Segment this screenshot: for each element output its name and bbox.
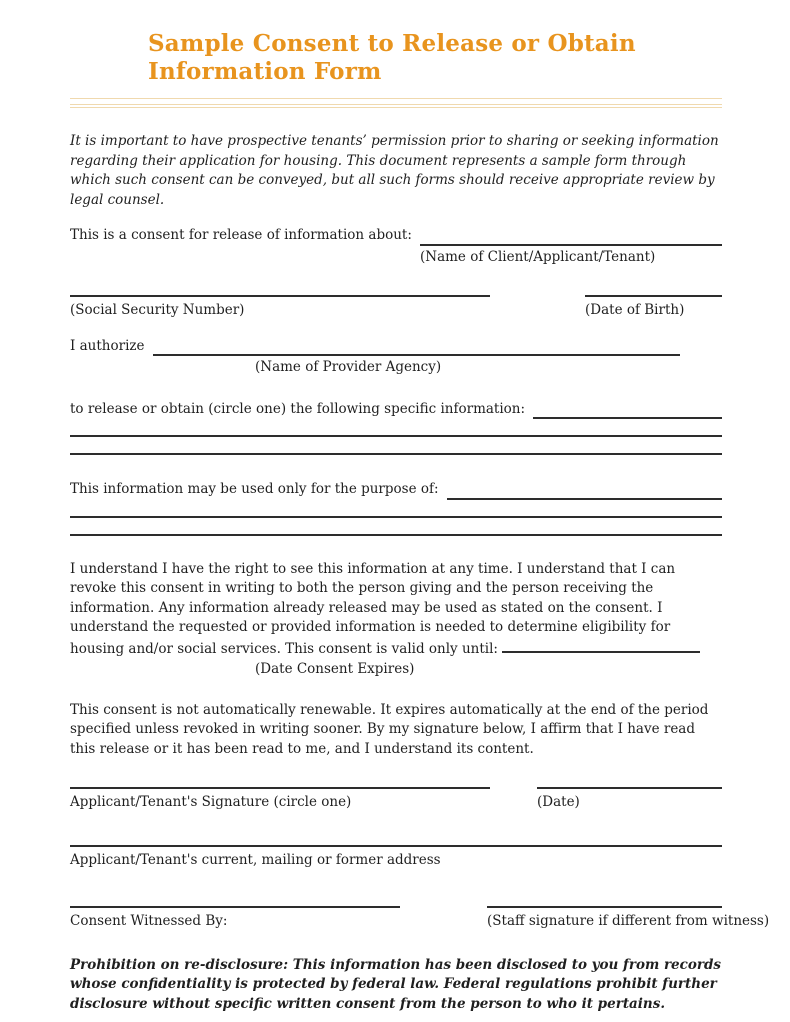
page-title-line1: Sample Consent to Release or Obtain <box>148 30 636 57</box>
ssn-dob-row <box>70 293 722 321</box>
witness-label: Consent Witnessed By: <box>70 913 228 929</box>
divider-rule-bottom <box>70 107 722 108</box>
page-title <box>148 30 722 86</box>
date-line[interactable] <box>537 785 722 789</box>
specific-info-line-2[interactable] <box>70 435 722 437</box>
divider-rule-top <box>70 98 722 99</box>
signature-date-row <box>70 785 722 813</box>
specific-info-line-3[interactable] <box>70 453 722 455</box>
ssn-caption: (Social Security Number) <box>70 302 245 318</box>
staff-signature-line[interactable] <box>487 904 722 908</box>
purpose-line-2[interactable] <box>70 516 722 518</box>
dob-caption: (Date of Birth) <box>585 302 685 318</box>
agency-caption: (Name of Provider Agency) <box>255 359 442 375</box>
expires-caption: (Date Consent Expires) <box>255 661 415 677</box>
witness-spacer <box>421 904 466 932</box>
page-title-line2: Information Form <box>148 58 382 85</box>
client-name-line[interactable] <box>420 242 722 246</box>
about-label: This is a consent for release of information about: <box>70 227 412 243</box>
authorize-row <box>70 337 722 357</box>
address-caption: Applicant/Tenant's current, mailing or former address <box>70 851 441 868</box>
agency-name-line[interactable] <box>153 352 681 356</box>
witness-field <box>70 904 400 932</box>
release-row <box>70 400 722 420</box>
ssn-field <box>70 293 490 321</box>
purpose-row <box>70 480 722 500</box>
rights-text: I understand I have the right to see this information at any time. I understand that I can revoke this consent in writing to both the person giving and the person receiving the information. Any information already released may be used as stated on the consent. I understand the requested or provided information is needed to determine eligibility for housing and/or social services. This consent is valid only until: <box>70 560 676 657</box>
purpose-line-3[interactable] <box>70 534 722 536</box>
address-line[interactable] <box>70 845 722 847</box>
date-caption: (Date) <box>537 794 580 810</box>
release-label: to release or obtain (circle one) the following specific information: <box>70 400 526 417</box>
authorize-label: I authorize <box>70 337 145 354</box>
rights-paragraph <box>70 560 722 660</box>
intro-paragraph: It is important to have prospective tenants’ permission prior to sharing or seeking information regarding their application for housing. This document represents a sample form through which such consent can be conveyed, but all such forms should receive appropriate review by legal counsel. <box>70 133 719 208</box>
purpose-label: This information may be used only for the purpose of: <box>70 481 439 497</box>
title-divider <box>70 98 722 108</box>
specific-info-line-1[interactable] <box>533 415 722 419</box>
signature-caption: Applicant/Tenant's Signature (circle one) <box>70 794 352 810</box>
date-field <box>537 785 722 813</box>
signature-field <box>70 785 490 813</box>
staff-caption: (Staff signature if different from witness) <box>487 913 770 929</box>
client-name-row <box>70 226 722 246</box>
ssn-line[interactable] <box>70 293 490 297</box>
client-name-caption: (Name of Client/Applicant/Tenant) <box>420 248 656 265</box>
witness-line[interactable] <box>70 904 400 908</box>
expiry-date-line[interactable] <box>502 638 700 653</box>
prohibition-paragraph: Prohibition on re-disclosure: This information has been disclosed to you from records whose confidentiality is protected by federal law. Federal regulations prohibit further disclosure without specific written consent from the person to who it pertains. <box>70 956 722 1012</box>
dob-field <box>585 293 722 321</box>
divider-rule-mid <box>70 104 722 105</box>
staff-signature-field <box>487 904 770 932</box>
renewal-paragraph: This consent is not automatically renewable. It expires automatically at the end of the period specified unless revoked in writing sooner. By my signature below, I affirm that I have read this release or it has been read to me, and I understand its content. <box>70 701 709 757</box>
dob-line[interactable] <box>585 293 722 297</box>
witness-row <box>70 904 770 932</box>
signature-line[interactable] <box>70 785 490 789</box>
purpose-line-1[interactable] <box>447 496 722 500</box>
